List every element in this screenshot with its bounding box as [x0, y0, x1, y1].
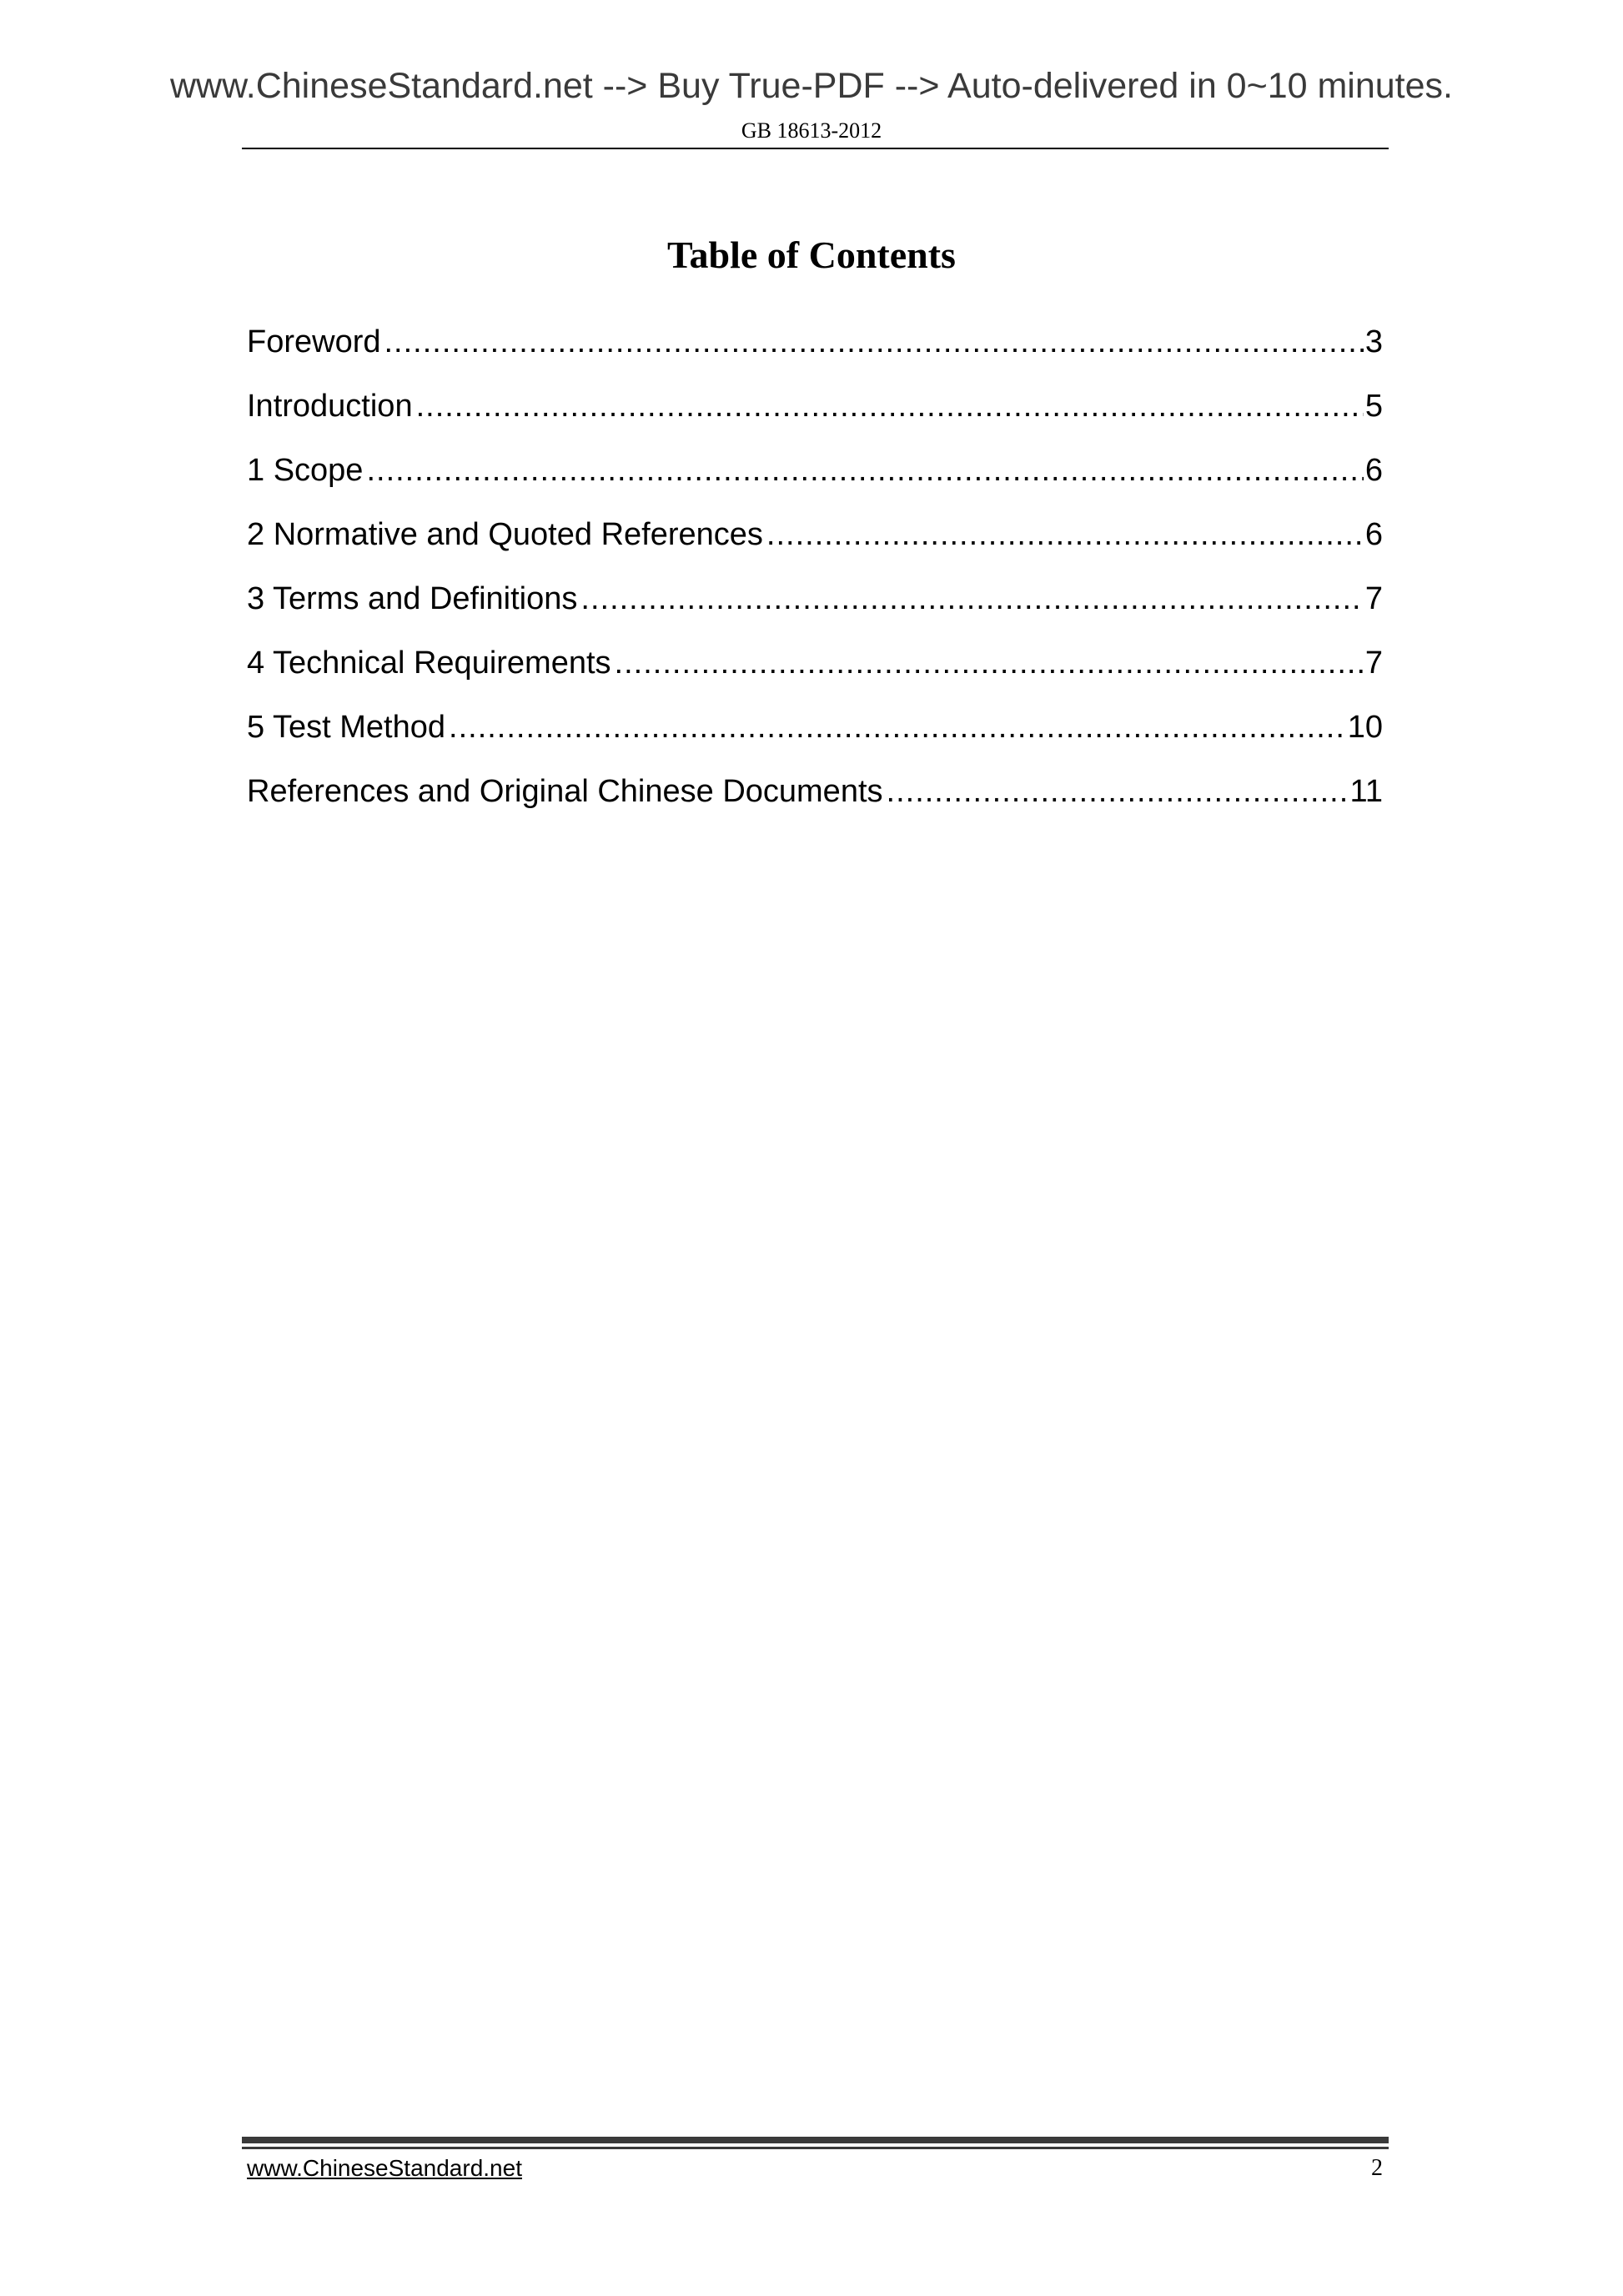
- toc-entry-title: Introduction: [247, 389, 413, 424]
- toc-entry-page: 7: [1364, 581, 1383, 616]
- toc-entry-title: References and Original Chinese Documents: [247, 774, 883, 809]
- toc-entry-test-method[interactable]: [247, 706, 1383, 771]
- toc-entry-title: 5 Test Method: [247, 710, 446, 745]
- toc-leader-dots: [887, 771, 1349, 812]
- toc-entry-page: 7: [1364, 646, 1383, 681]
- toc-entry-title: Foreword: [247, 324, 381, 359]
- header-divider: [242, 148, 1389, 149]
- toc-entry-scope[interactable]: [247, 450, 1383, 514]
- toc-entry-page: 6: [1364, 517, 1383, 552]
- toc-entry-title: 2 Normative and Quoted References: [247, 517, 763, 552]
- top-banner-link[interactable]: www.ChineseStandard.net --> Buy True-PDF --> Auto-delivered in 0~10 minutes.: [169, 66, 1453, 106]
- toc-entry-page: 5: [1364, 389, 1383, 424]
- toc-entry-page: 6: [1364, 453, 1383, 488]
- toc-leader-dots: [615, 642, 1364, 684]
- toc-leader-dots: [449, 706, 1346, 748]
- toc-entry-title: 1 Scope: [247, 453, 364, 488]
- toc-entry-foreword[interactable]: [247, 321, 1383, 385]
- toc-entry-page: 11: [1349, 774, 1383, 809]
- toc-leader-dots: [384, 321, 1364, 363]
- toc-entry-terms-definitions[interactable]: [247, 578, 1383, 642]
- footer-divider-thin: [242, 2147, 1389, 2149]
- toc-entry-introduction[interactable]: [247, 385, 1383, 450]
- toc-entry-title: 3 Terms and Definitions: [247, 581, 578, 616]
- toc-leader-dots: [366, 450, 1363, 491]
- toc-leader-dots: [580, 578, 1363, 620]
- toc-entry-page: 10: [1347, 710, 1383, 745]
- toc-entry-normative-references[interactable]: [247, 514, 1383, 578]
- toc-leader-dots: [766, 514, 1364, 555]
- footer-site-link[interactable]: www.ChineseStandard.net: [247, 2155, 522, 2181]
- toc-title: Table of Contents: [667, 234, 956, 276]
- page-number: 2: [1371, 2155, 1383, 2181]
- toc-entry-page: 3: [1364, 324, 1383, 359]
- document-code: GB 18613-2012: [741, 118, 882, 143]
- footer-divider-thick: [242, 2137, 1389, 2143]
- toc-entry-title: 4 Technical Requirements: [247, 646, 611, 681]
- toc-leader-dots: [416, 385, 1364, 427]
- table-of-contents: [247, 321, 1383, 835]
- toc-entry-references-chinese-documents[interactable]: [247, 771, 1383, 835]
- toc-entry-technical-requirements[interactable]: [247, 642, 1383, 706]
